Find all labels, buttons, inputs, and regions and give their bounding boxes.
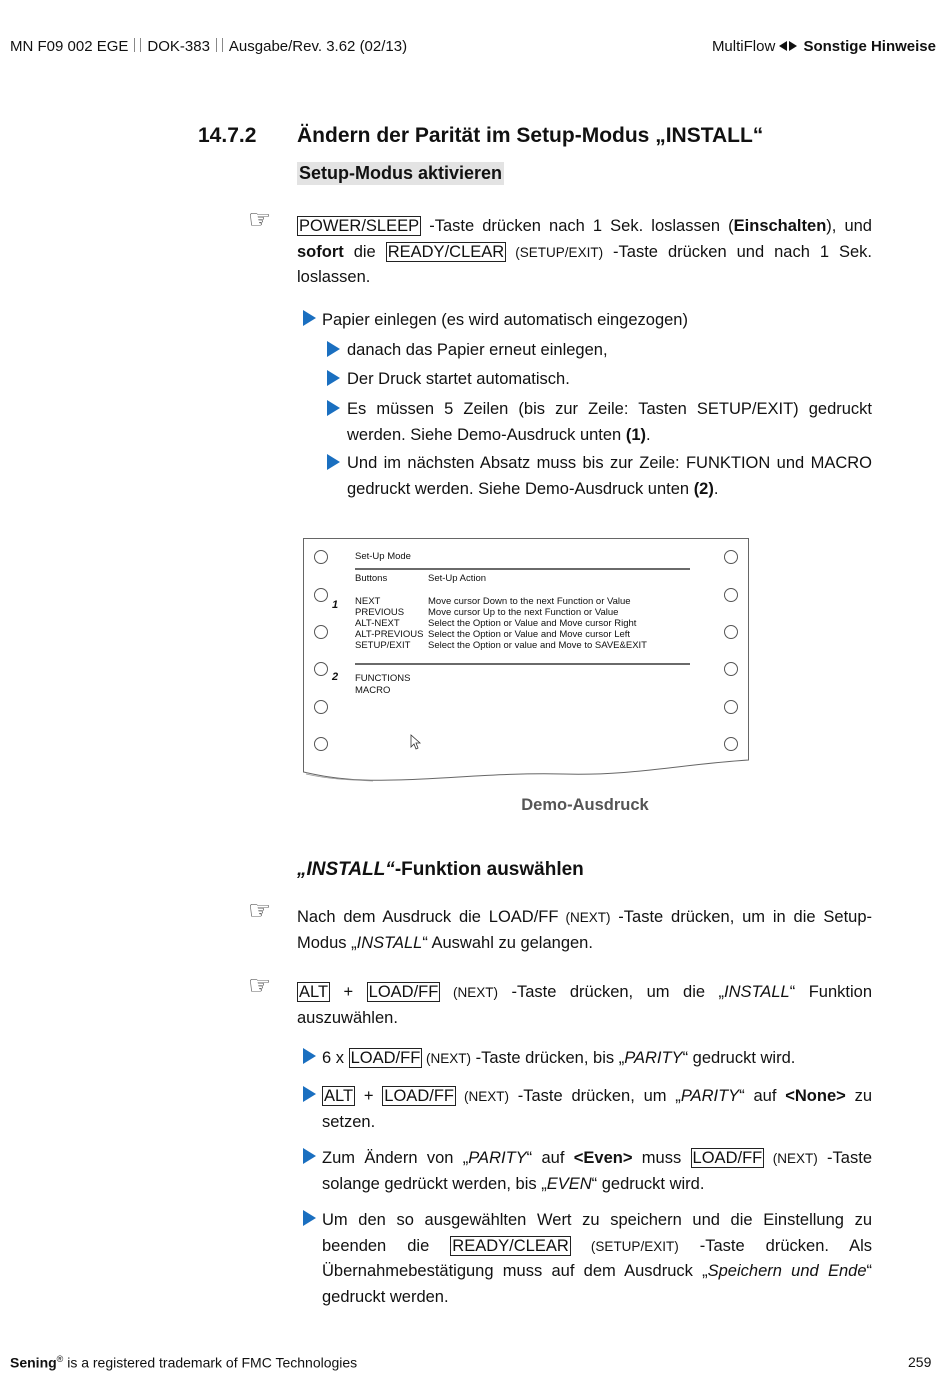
bullet-a4: Es müssen 5 Zeilen (bis zur Zeile: Tasten SETUP/EXIT) gedruckt werden. Siehe Demo-Ausdruck unten (1). [347,400,872,444]
page-number: 259 [908,1354,932,1370]
blue-triangle-icon [327,400,340,416]
key-load-ff: LOAD/FF [368,983,439,1001]
printout-col-buttons: Buttons [355,573,388,584]
key-load-ff: LOAD/FF [384,1087,454,1105]
doc-id: MN F09 002 EGE [10,38,129,55]
blue-triangle-icon [303,1210,316,1226]
printout-row-action: Select the Option or value and Move to SAVE&EXIT [428,640,647,651]
bullet-b2: ALT + LOAD/FF (NEXT) -Taste drücken, um „PARITY“ auf <None> zu setzen. [322,1087,872,1131]
printout-row-action: Move cursor Up to the next Function or Value [428,607,619,618]
printout-row-button: ALT-PREVIOUS [355,629,424,640]
printout-macro: MACRO [355,685,391,696]
bullet-b3: Zum Ändern von „PARITY“ auf <Even> muss LOAD/FF (NEXT) -Taste solange gedrückt werden, bis „EVEN“ gedruckt wird. [322,1149,872,1193]
key-ready-clear: READY/CLEAR [387,242,505,261]
step2-paragraph: Nach dem Ausdruck die LOAD/FF (NEXT) -Taste drücken, um in die Setup-Modus „INSTALL“ Auswahl zu gelangen. [297,908,872,952]
pointing-hand-icon: ☞ [248,895,272,925]
key-alt: ALT [299,983,329,1001]
subheading-install: „INSTALL“-Funktion auswählen [297,859,584,880]
printout-row-button: ALT-NEXT [355,618,400,629]
printout-marker-2: 2 [332,671,339,683]
section-number: 14.7.2 [198,124,257,147]
product-name: MultiFlow [711,38,776,55]
printout-row-action: Move cursor Down to the next Function or Value [428,596,631,607]
arrow-right-icon [789,41,797,51]
printout-col-action: Set-Up Action [428,573,487,584]
printout-row-button: PREVIOUS [355,607,405,618]
key-ready-clear: READY/CLEAR [452,1236,569,1255]
printout-row-button: SETUP/EXIT [355,640,411,651]
key-load-ff: LOAD/FF [692,1149,763,1167]
separator [134,38,141,52]
blue-triangle-icon [327,370,340,386]
pointing-hand-icon: ☞ [248,204,272,234]
step1-paragraph: POWER/SLEEP -Taste drücken nach 1 Sek. loslassen (Einschalten), und sofort die READY/CLEAR (SETUP/EXIT) -Taste drücken und nach 1 Sek. loslassen. [297,217,873,286]
step3-paragraph: ALT + LOAD/FF (NEXT) -Taste drücken, um die „INSTALL“ Funktion auszuwählen. [297,983,872,1027]
dok-id: DOK-383 [147,38,210,55]
header-left [10,38,407,55]
blue-triangle-icon [303,1086,316,1102]
blue-triangle-icon [327,454,340,470]
footer-trademark: Sening® is a registered trademark of FMC Technologies [10,1354,358,1371]
key-load-ff: LOAD/FF [350,1049,421,1067]
printout-marker-1: 1 [332,599,339,611]
bullet-b1: 6 x LOAD/FF (NEXT) -Taste drücken, bis „PARITY“ gedruckt wird. [322,1049,796,1067]
printout-row-action: Select the Option or Value and Move cursor Right [428,618,637,629]
header-right [712,38,936,55]
printout-caption: Demo-Ausdruck [521,796,649,814]
printout-row-action: Select the Option or Value and Move cursor Left [428,629,631,640]
printout-title: Set-Up Mode [355,551,411,562]
blue-triangle-icon [303,1048,316,1064]
key-power-sleep: POWER/SLEEP [299,217,420,235]
pointing-hand-icon: ☞ [248,970,272,1000]
subheading-activate: Setup-Modus aktivieren [299,163,503,183]
bullet-a2: danach das Papier erneut einlegen, [347,341,608,359]
blue-triangle-icon [303,1148,316,1164]
bullet-a3: Der Druck startet automatisch. [347,370,570,388]
section-title: Ändern der Parität im Setup-Modus „INSTALL“ [297,124,764,147]
key-alt: ALT [324,1087,354,1105]
revision: Ausgabe/Rev. 3.62 (02/13) [228,38,408,55]
bullet-b4: Um den so ausgewählten Wert zu speichern und die Einstellung zu beenden die READY/CLEAR (SETUP/EXIT) -Taste drücken. Als Übernahmebestätigung muss auf dem Ausdruck „Speichern und Ende“ gedruckt werden. [322,1211,872,1306]
blue-triangle-icon [327,341,340,357]
section-name: Sonstige Hinweise [803,38,936,55]
demo-printout [303,538,749,783]
arrow-left-icon [779,41,787,51]
printout-row-button: NEXT [355,596,381,607]
separator [216,38,223,52]
blue-triangle-icon [303,310,316,326]
printout-functions: FUNCTIONS [355,673,411,684]
bullet-a5: Und im nächsten Absatz muss bis zur Zeile: FUNKTION und MACRO gedruckt werden. Siehe Demo-Ausdruck unten (2). [347,454,872,498]
bullet-a1: Papier einlegen (es wird automatisch eingezogen) [322,311,688,329]
